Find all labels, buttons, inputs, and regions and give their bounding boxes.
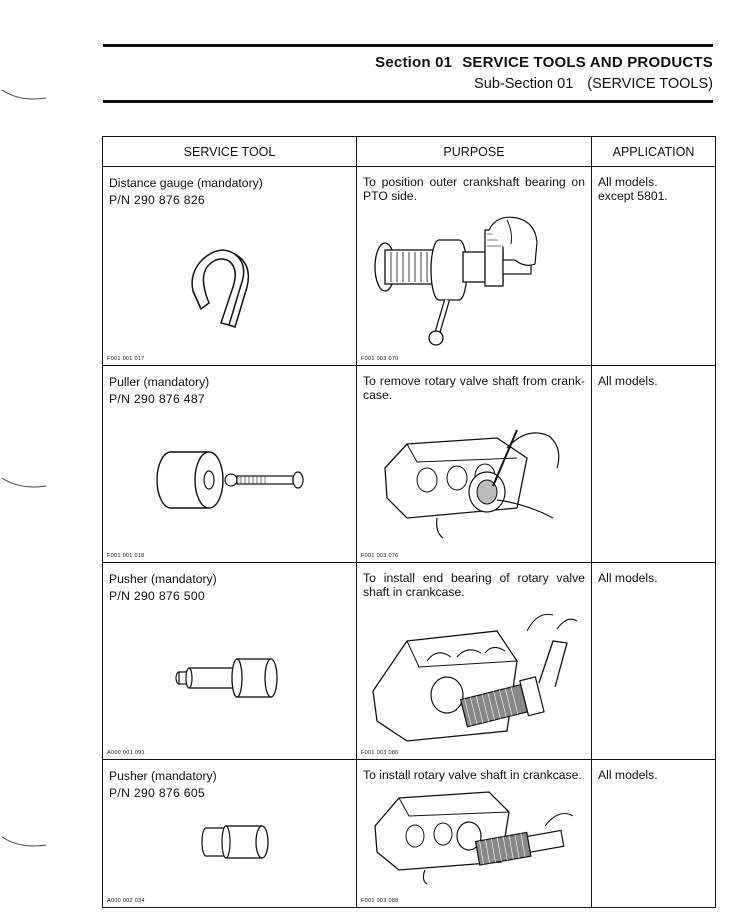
service-tool-cell xyxy=(103,167,357,366)
section-title: SERVICE TOOLS AND PRODUCTS xyxy=(462,54,713,71)
purpose-figure-number: F001 003 070 xyxy=(361,356,399,362)
tool-name: Distance gauge (mandatory) xyxy=(109,176,263,190)
column-header-service-tool: SERVICE TOOL xyxy=(103,137,357,167)
tool-figure-number: F001 001 018 xyxy=(107,553,145,559)
end-bearing-install-illustration xyxy=(367,601,582,751)
purpose-figure-number: F001 003 086 xyxy=(361,750,399,756)
tool-figure-number: A000 002 034 xyxy=(107,898,145,904)
binder-hole-mark xyxy=(0,476,48,492)
part-number: P/N 290 876 487 xyxy=(109,392,205,406)
purpose-text: To install end bearing of rotary valve shaft in crankcase. xyxy=(363,571,585,599)
table-row xyxy=(103,167,716,366)
rotary-valve-install-illustration xyxy=(369,786,579,886)
purpose-text: To install rotary valve shaft in crankcase. xyxy=(363,768,582,782)
purpose-cell xyxy=(357,760,592,908)
column-header-purpose: PURPOSE xyxy=(357,137,592,167)
tool-name: Pusher (mandatory) xyxy=(109,572,217,586)
purpose-figure-number: F001 003 076 xyxy=(361,553,399,559)
distance-gauge-illustration xyxy=(183,239,263,339)
header-top-rule xyxy=(103,44,713,47)
pusher-illustration xyxy=(173,653,283,703)
table-row xyxy=(103,366,716,563)
section-number: Section 01 xyxy=(375,54,453,71)
application-text: All models. xyxy=(598,374,658,388)
application-cell xyxy=(592,167,716,366)
tool-figure-number: F001 001 017 xyxy=(107,356,145,362)
purpose-cell xyxy=(357,366,592,563)
header-bottom-rule xyxy=(103,100,713,103)
subsection-heading xyxy=(474,76,713,92)
subsection-title: (SERVICE TOOLS) xyxy=(587,76,713,92)
service-tools-table xyxy=(102,136,716,908)
purpose-figure-number: F001 003 088 xyxy=(361,898,399,904)
application-text: All models. xyxy=(598,571,658,585)
pusher-small-illustration xyxy=(198,822,273,862)
table-row xyxy=(103,563,716,760)
application-text: All models. xyxy=(598,768,658,782)
application-cell xyxy=(592,563,716,760)
tool-figure-number: A000 001 091 xyxy=(107,750,145,756)
tool-name: Puller (mandatory) xyxy=(109,375,210,389)
column-header-application: APPLICATION xyxy=(592,137,716,167)
crankshaft-bearing-illustration xyxy=(367,212,542,347)
subsection-number: Sub-Section 01 xyxy=(474,76,574,92)
application-cell xyxy=(592,366,716,563)
service-tool-cell xyxy=(103,366,357,563)
purpose-cell xyxy=(357,563,592,760)
purpose-text: To position outer crankshaft bearing on PTO side. xyxy=(363,175,585,203)
table-row xyxy=(103,760,716,908)
binder-hole-mark xyxy=(0,88,48,104)
purpose-cell xyxy=(357,167,592,366)
tool-name: Pusher (mandatory) xyxy=(109,769,217,783)
part-number: P/N 290 876 500 xyxy=(109,589,205,603)
rotary-valve-removal-illustration xyxy=(377,408,567,548)
puller-illustration xyxy=(153,446,313,516)
binder-hole-mark xyxy=(0,835,48,851)
table-header-row xyxy=(103,137,716,167)
application-text: All models. except 5801. xyxy=(598,175,668,203)
application-cell xyxy=(592,760,716,908)
section-heading xyxy=(375,54,713,71)
purpose-text: To remove rotary valve shaft from crank-case. xyxy=(363,374,585,402)
service-tool-cell xyxy=(103,563,357,760)
part-number: P/N 290 876 605 xyxy=(109,786,205,800)
part-number: P/N 290 876 826 xyxy=(109,193,205,207)
service-tool-cell xyxy=(103,760,357,908)
